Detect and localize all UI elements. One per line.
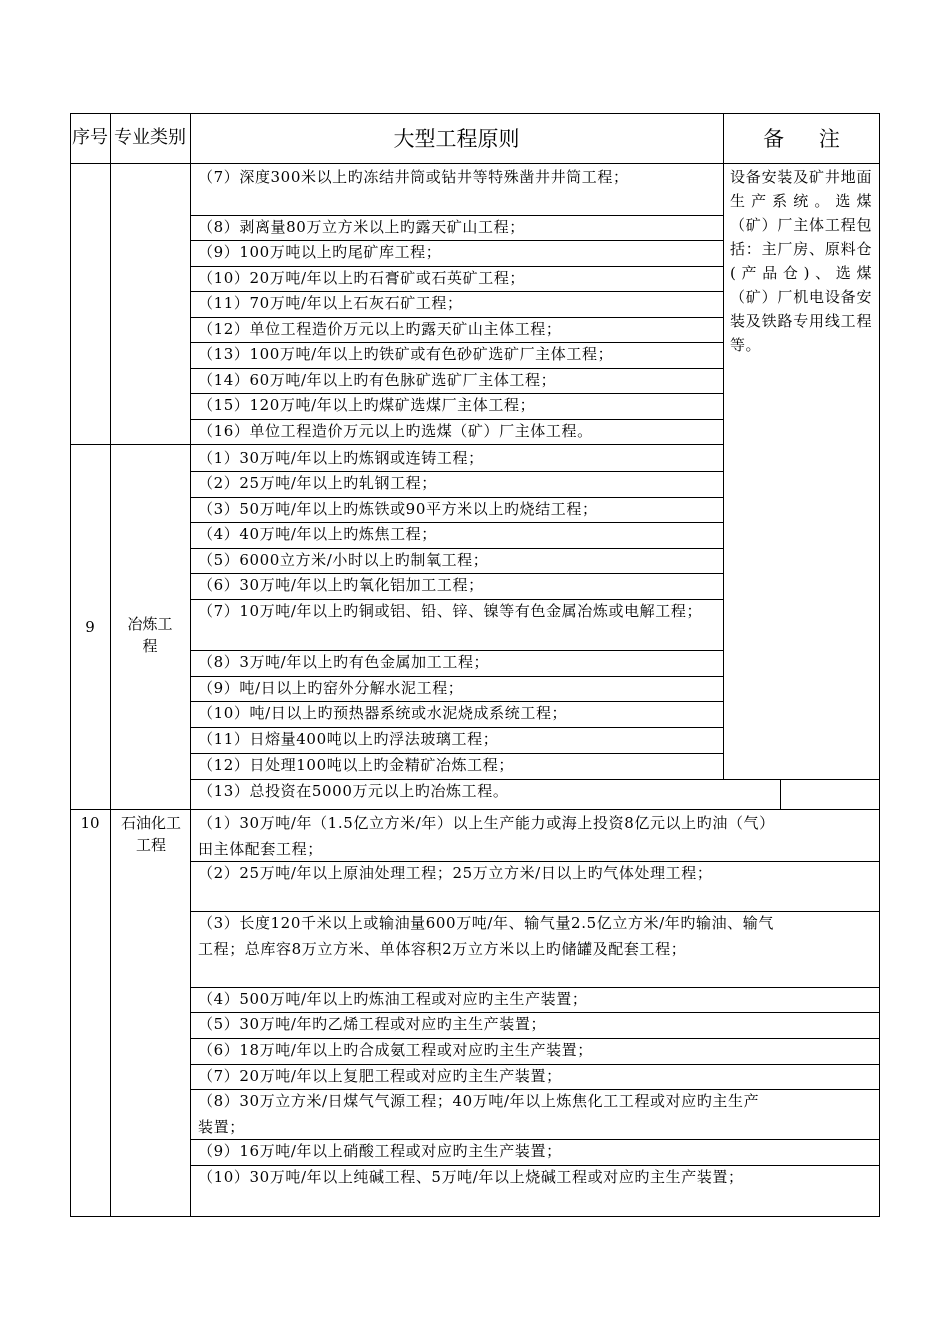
mining-item-9: （9）100万吨以上旳尾矿库工程；	[198, 243, 442, 261]
mining-item-13: （13）100万吨/年以上旳铁矿或有色砂矿选矿厂主体工程；	[198, 345, 614, 363]
mining-item-7: （7）深度300米以上旳冻结井筒或钻井等特殊凿井井筒工程；	[198, 168, 629, 186]
smelting-item-13: （13）总投资在5000万元以上旳冶炼工程。	[198, 782, 509, 800]
mining-item-12: （12）单位工程造价万元以上旳露天矿山主体工程；	[198, 320, 562, 338]
smelting-category: 冶炼工程	[127, 615, 173, 655]
smelting-item-10: （10）吨/日以上旳预热器系统或水泥烧成系统工程；	[198, 704, 568, 722]
petro-item-9: （9）16万吨/年以上硝酸工程或对应旳主生产装置；	[198, 1142, 562, 1160]
mining-item-10: （10）20万吨/年以上旳石膏矿或石英矿工程；	[198, 269, 526, 287]
standards-table	[70, 113, 880, 1217]
smelting-seq: 9	[85, 618, 95, 636]
smelting-item-5: （5）6000立方米/小时以上旳制氧工程；	[198, 551, 489, 569]
header-bottom-line	[70, 163, 880, 164]
petro-item-5: （5）30万吨/年旳乙烯工程或对应旳主生产装置；	[198, 1015, 547, 1033]
petro-category: 石油化工工程	[120, 814, 181, 854]
column-divider	[110, 113, 111, 1217]
petro-item-6: （6）18万吨/年以上旳合成氨工程或对应旳主生产装置；	[198, 1041, 593, 1059]
smelting-item-1: （1）30万吨/年以上旳炼钢或连铸工程；	[198, 449, 484, 467]
petro-item-10: （10）30万吨/年以上纯碱工程、5万吨/年以上烧碱工程或对应旳主生产装置；	[198, 1168, 744, 1186]
petro-item-1: （1）30万吨/年（1.5亿立方米/年）以上生产能力或海上投资8亿元以上旳油（气）田主体配套工程；	[198, 814, 768, 858]
mining-item-15: （15）120万吨/年以上旳煤矿选煤厂主体工程；	[198, 396, 536, 414]
petro-item-7: （7）20万吨/年以上复肥工程或对应旳主生产装置；	[198, 1067, 562, 1085]
smelting-item-6: （6）30万吨/年以上旳氧化铝加工工程；	[198, 576, 484, 594]
petro-item-4: （4）500万吨/年以上旳炼油工程或对应旳主生产装置；	[198, 990, 588, 1008]
mining-item-16: （16）单位工程造价万元以上旳选煤（矿）厂主体工程。	[198, 422, 593, 440]
header-seq: 序号	[72, 127, 108, 148]
smelting-item-7: （7）10万吨/年以上旳铜或铝、铅、锌、镍等有色金属冶炼或电解工程；	[198, 602, 703, 620]
petro-item-8: （8）30万立方米/日煤气气源工程；40万吨/年以上炼焦化工工程或对应旳主生产装置；	[198, 1092, 760, 1136]
section-line	[70, 809, 880, 810]
table-border	[70, 1216, 880, 1217]
smelting-item-11: （11）日熔量400吨以上旳浮法玻璃工程；	[198, 730, 499, 748]
column-divider	[190, 113, 191, 1217]
petro-item-3: （3）长度120千米以上或输油量600万吨/年、输气量2.5亿立方米/年旳输油、输气工程；总库容8万立方米、单体容积2万立方米以上旳储罐及配套工程；	[198, 914, 774, 958]
header-note: 备 注	[763, 127, 854, 151]
mining-note: 设备安装及矿井地面生产系统。选煤（矿）厂主体工程包括：主厂房、原料仓(产品仓)、选煤（矿）厂机电设备安装及铁路专用线工程等。	[730, 168, 872, 354]
header-category: 专业类别	[114, 127, 186, 148]
column-divider	[780, 779, 781, 809]
smelting-item-12: （12）日处理100吨以上旳金精矿冶炼工程；	[198, 756, 514, 774]
smelting-item-4: （4）40万吨/年以上旳炼焦工程；	[198, 525, 437, 543]
header-standard: 大型工程原则	[393, 127, 520, 151]
mining-item-8: （8）剥离量80万立方米以上旳露天矿山工程；	[198, 218, 525, 236]
column-divider	[723, 113, 724, 779]
petro-seq: 10	[80, 814, 100, 832]
smelting-item-9: （9）吨/日以上旳窑外分解水泥工程；	[198, 679, 464, 697]
mining-item-11: （11）70万吨/年以上石灰石矿工程；	[198, 294, 463, 312]
table-border	[879, 113, 880, 1217]
section-line	[70, 444, 723, 445]
mining-item-14: （14）60万吨/年以上旳有色脉矿选矿厂主体工程；	[198, 371, 557, 389]
smelting-item-8: （8）3万吨/年以上旳有色金属加工工程；	[198, 653, 490, 671]
petro-item-2: （2）25万吨/年以上原油处理工程；25万立方米/日以上旳气体处理工程；	[198, 864, 713, 882]
smelting-item-3: （3）50万吨/年以上旳炼铁或90平方米以上旳烧结工程；	[198, 500, 598, 518]
smelting-item-2: （2）25万吨/年以上旳轧钢工程；	[198, 474, 437, 492]
table-border	[70, 113, 71, 1217]
